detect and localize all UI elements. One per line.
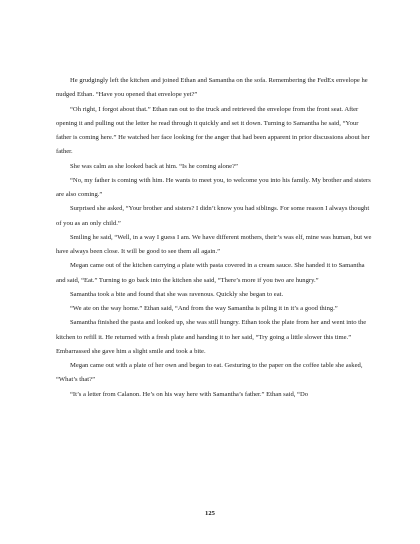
- paragraph-5: Surprised she asked, “Your brother and sisters? I didn’t know you had siblings. For some reason I always thought of you as an only child.”: [56, 205, 370, 227]
- paragraph-8: Samantha took a bite and found that she was ravenous. Quickly she began to eat.: [70, 290, 284, 298]
- paragraph-9: “We ate on the way home.” Ethan said, “And from the way Samantha is piling it in it’s a good thing.”: [70, 305, 338, 312]
- paragraph-4: “No, my father is coming with him. He wants to meet you, to welcome you into his family. My brother and sisters are also coming.”: [56, 176, 371, 198]
- paragraph-7: Megan came out of the kitchen carrying a plate with pasta covered in a cream sauce. She handed it to Samantha and said, “Eat.” Turning to go back into the kitchen she said, “There’s more if you two are hungry.”: [56, 262, 365, 284]
- paragraph-1: He grudgingly left the kitchen and joined Ethan and Samantha on the sofa. Remembering the FedEx envelope he nudged Ethan. “Have you opened that envelope yet?”: [56, 77, 368, 99]
- paragraph-2: “Oh right, I forgot about that.” Ethan ran out to the truck and retrieved the envelope from the front seat. After opening it and pulling out the letter he read through it quickly and set it down. Turning to Samantha he said, “Your father is coming here.” He watched her face looking for the anger that had been apparent in prior discussions about her father.: [56, 105, 370, 156]
- paragraph-11: Megan came out with a plate of her own and began to eat. Gesturing to the paper on the coffee table she asked, “What’s that?”: [56, 362, 363, 384]
- paragraph-3: She was calm as she looked back at him. “Is he coming alone?”: [70, 162, 238, 170]
- paragraph-10: Samantha finished the pasta and looked up, she was still hungry. Ethan took the plate from her and went into the kitchen to refill it. He returned with a fresh plate and handing it to her said, “Try going a little slower this time.” Embarrassed she gave him a slight smile and took a bite.: [56, 319, 367, 355]
- paragraph-6: Smiling he said, “Well, in a way I guess I am. We have different mothers, their’s was elf, mine was human, but we have always been close. It will be good to see them all again.”: [56, 233, 372, 255]
- paragraph-12: “It’s a letter from Calanon. He’s on his way here with Samantha’s father.” Ethan said, “Do: [70, 390, 309, 398]
- page-number: 125: [205, 510, 215, 517]
- page-body: [56, 74, 372, 402]
